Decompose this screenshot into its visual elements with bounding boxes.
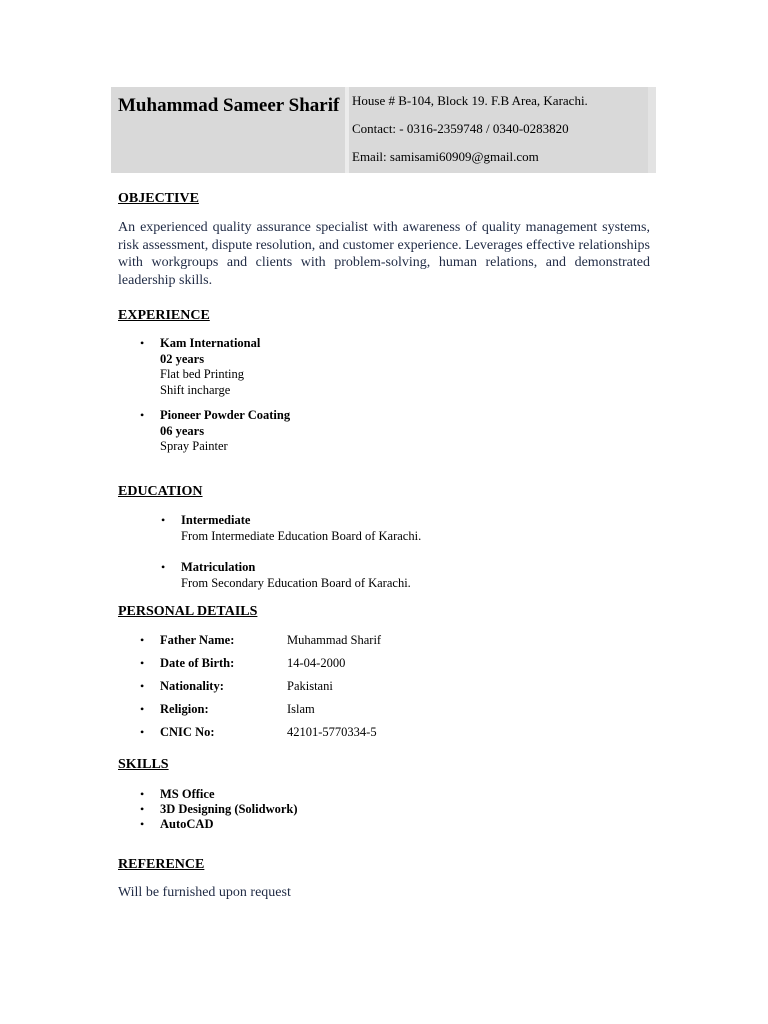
skill-item: AutoCAD xyxy=(160,817,214,831)
skills-heading: SKILLS xyxy=(118,757,169,772)
skill-item: MS Office xyxy=(160,787,215,801)
bullet-icon: • xyxy=(140,802,145,816)
qualification-detail: From Intermediate Education Board of Karachi. xyxy=(181,528,422,543)
dob-value: 14-04-2000 xyxy=(287,656,346,670)
duration: 06 years xyxy=(160,423,205,438)
qualification-detail: From Secondary Education Board of Karachi. xyxy=(181,575,411,590)
objective-text: An experienced quality assurance specialist with awareness of quality management systems, risk assessment, dispute resolution, and customer experience. Leverages effective relationships with workgroups and clients with problem-solving, human relations, and demonstrated leadership skills. xyxy=(118,220,650,288)
cnic-label: CNIC No: xyxy=(160,725,215,739)
bullet-icon: • xyxy=(140,725,145,739)
objective-heading: OBJECTIVE xyxy=(118,191,199,206)
education-item xyxy=(181,560,411,591)
role-detail: Spray Painter xyxy=(160,439,228,454)
nationality-label: Nationality: xyxy=(160,679,224,693)
bullet-icon: • xyxy=(140,408,145,422)
father-name-label: Father Name: xyxy=(160,633,235,647)
bullet-icon: • xyxy=(161,513,166,527)
header-box xyxy=(111,87,656,173)
bullet-icon: • xyxy=(140,702,145,716)
bullet-icon: • xyxy=(140,656,145,670)
experience-item xyxy=(160,336,260,399)
father-name-value: Muhammad Sharif xyxy=(287,633,382,647)
experience-heading: EXPERIENCE xyxy=(118,308,210,323)
personal-details-heading: PERSONAL DETAILS xyxy=(118,604,258,619)
header-edge xyxy=(648,87,656,173)
dob-label: Date of Birth: xyxy=(160,656,235,670)
company-name: Kam International xyxy=(160,336,261,350)
cnic-value: 42101-5770334-5 xyxy=(287,725,377,739)
education-item xyxy=(181,513,421,544)
bullet-icon: • xyxy=(161,560,166,574)
qualification-title: Intermediate xyxy=(181,513,251,527)
bullet-icon: • xyxy=(140,679,145,693)
candidate-name: Muhammad Sameer Sharif xyxy=(118,95,340,116)
skill-item: 3D Designing (Solidwork) xyxy=(160,802,298,816)
reference-heading: REFERENCE xyxy=(118,857,205,872)
experience-item xyxy=(160,408,290,455)
phone-line: Contact: - 0316-2359748 / 0340-0283820 xyxy=(352,121,569,136)
qualification-title: Matriculation xyxy=(181,560,256,574)
bullet-icon: • xyxy=(140,787,145,801)
bullet-icon: • xyxy=(140,817,145,831)
header-divider xyxy=(345,87,349,173)
reference-text: Will be furnished upon request xyxy=(118,885,291,900)
duration: 02 years xyxy=(160,351,205,366)
role-detail: Flat bed Printing xyxy=(160,367,245,382)
address-line: House # B-104, Block 19. F.B Area, Karachi. xyxy=(352,93,588,108)
religion-value: Islam xyxy=(287,702,315,716)
company-name: Pioneer Powder Coating xyxy=(160,408,291,422)
religion-label: Religion: xyxy=(160,702,209,716)
bullet-icon: • xyxy=(140,633,145,647)
role-detail: Shift incharge xyxy=(160,383,231,398)
bullet-icon: • xyxy=(140,336,145,350)
nationality-value: Pakistani xyxy=(287,679,333,693)
email-line: Email: samisami60909@gmail.com xyxy=(352,149,539,164)
education-heading: EDUCATION xyxy=(118,484,203,499)
